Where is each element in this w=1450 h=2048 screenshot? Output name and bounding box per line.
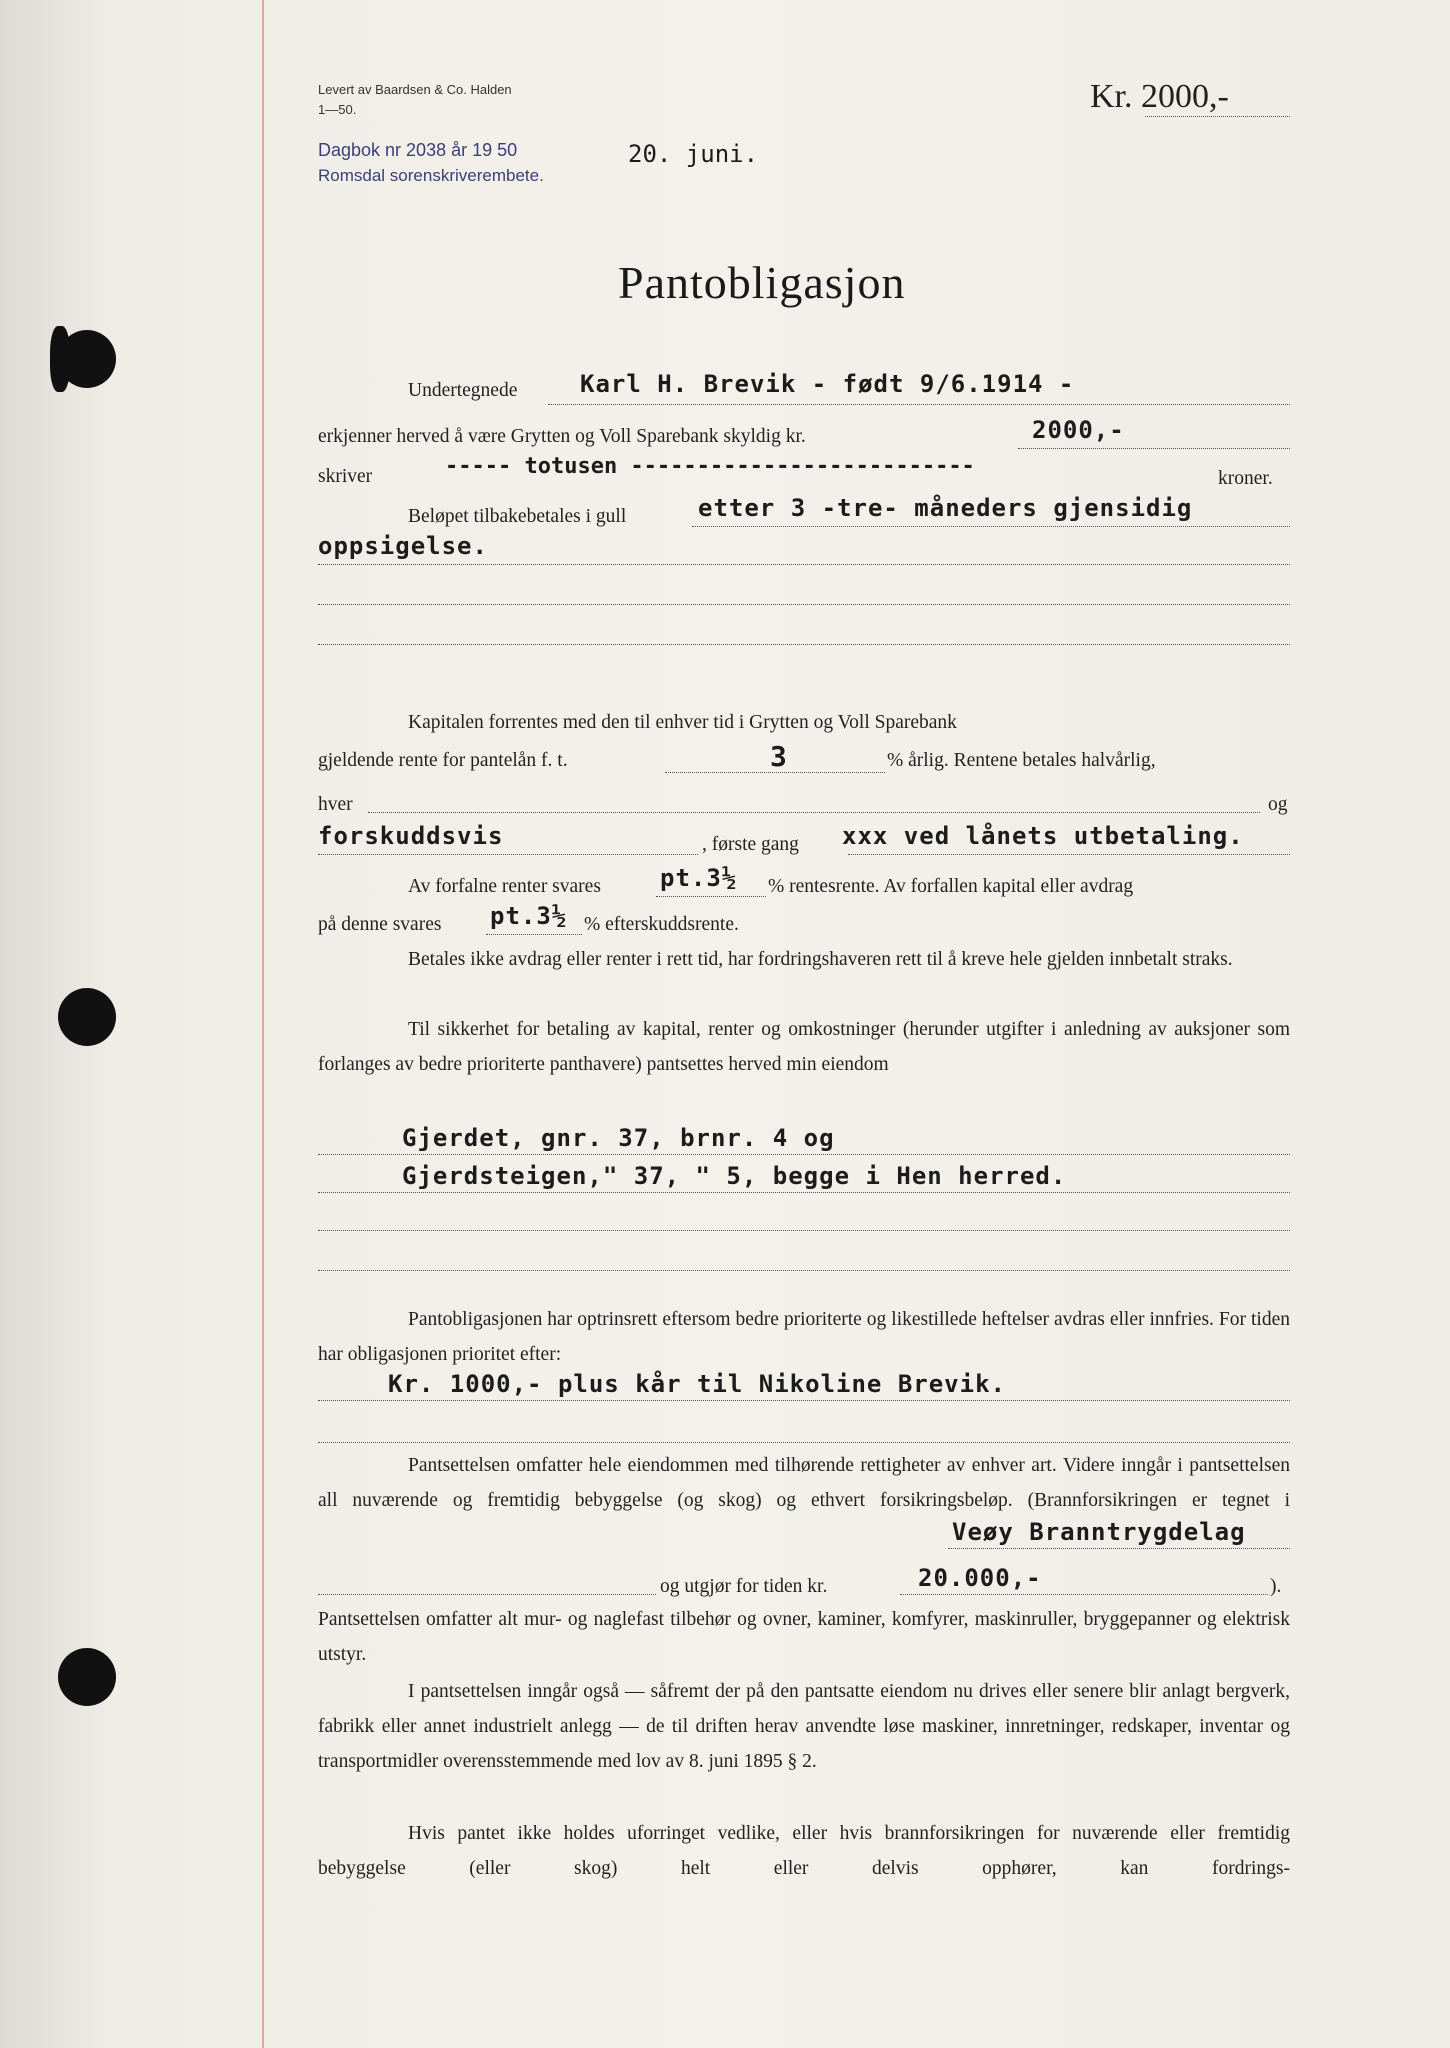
efterskudd-label: % efterskuddsrente. bbox=[584, 914, 739, 935]
property-line-2: Gjerdsteigen," 37, " 5, begge i Hen herred. bbox=[402, 1162, 1067, 1190]
betales-paragraph: Betales ikke avdrag eller renter i rett tid, har fordringshaveren rett til å kreve hele gjelden innbetalt straks. bbox=[408, 949, 1233, 970]
og-label: og bbox=[1268, 794, 1288, 815]
forste-label: , første gang bbox=[702, 834, 799, 855]
amount-digits: 2000,- bbox=[1032, 416, 1125, 444]
entry-date: 20. juni. bbox=[628, 140, 759, 168]
insurer-name: Veøy Branntrygdelag bbox=[952, 1518, 1246, 1546]
property-line-1: Gjerdet, gnr. 37, brnr. 4 og bbox=[402, 1124, 835, 1152]
repayment-terms-cont: oppsigelse. bbox=[318, 532, 488, 560]
interest-rate: 3 bbox=[770, 740, 788, 773]
punch-hole bbox=[58, 330, 116, 388]
forfalne-label: Av forfalne renter svares bbox=[408, 876, 601, 897]
omfatter-paragraph: Pantsettelsen omfatter hele eiendommen med tilhørende rettigheter av enhver art. Videre inngår i pantsettelsen all nuværende og fremtidig bebyggelse (og skog) og ethvert forsikringsbeløp. (Brannforsikringen er tegnet i bbox=[318, 1455, 1290, 1511]
denne-label: på denne svares bbox=[318, 914, 442, 935]
page-title: Pantobligasjon bbox=[618, 257, 906, 308]
punch-hole bbox=[58, 1648, 116, 1706]
amount-words: ----- totusen -------------------------- bbox=[445, 454, 975, 479]
punch-hole bbox=[58, 988, 116, 1046]
repayment-terms: etter 3 -tre- måneders gjensidig bbox=[698, 494, 1193, 522]
skriver-label: skriver bbox=[318, 466, 373, 487]
rentesrente-label: % rentesrente. Av forfallen kapital eller avdrag bbox=[768, 876, 1134, 897]
denne-value: pt.3½ bbox=[490, 902, 568, 930]
belopet-label: Beløpet tilbakebetales i gull bbox=[408, 506, 627, 527]
office-stamp: Romsdal sorenskriverembete. bbox=[318, 166, 544, 185]
utgjor-label: og utgjør for tiden kr. bbox=[660, 1576, 828, 1597]
kapitalen-label: Kapitalen forrentes med den til enhver tid i Grytten og Voll Sparebank bbox=[408, 712, 957, 733]
gjeldende-label: gjeldende rente for pantelån f. t. bbox=[318, 750, 568, 771]
arlig-label: % årlig. Rentene betales halvårlig, bbox=[887, 750, 1156, 771]
forste-value: xxx ved lånets utbetaling. bbox=[842, 822, 1244, 850]
insured-amount: 20.000,- bbox=[918, 1564, 1042, 1592]
kroner-label: kroner. bbox=[1218, 468, 1273, 489]
forfalne-value: pt.3½ bbox=[660, 864, 738, 892]
vedlike-paragraph: Hvis pantet ikke holdes uforringet vedlike, eller hvis brannforsikringen for nuværende eller fremtidig bebyggelse (eller skog) helt eller delvis opphører, kan fordrings- bbox=[318, 1823, 1290, 1879]
forskudd-value: forskuddsvis bbox=[318, 822, 504, 850]
undertegnede-label: Undertegnede bbox=[408, 380, 518, 401]
optrinsrett-paragraph: Pantobligasjonen har optrinsrett eftersom bedre prioriterte og likestillede heftelser avdras eller innfries. For tiden har obligasjonen prioritet efter: bbox=[318, 1309, 1290, 1365]
printer-date: 1—50. bbox=[318, 102, 357, 117]
murfast-paragraph: Pantsettelsen omfatter alt mur- og naglefast tilbehør og ovner, kaminer, komfyrer, maskinruller, bryggepanner og elektrisk utstyr. bbox=[318, 1609, 1290, 1665]
close-paren: ). bbox=[1270, 1576, 1282, 1597]
sikkerhet-paragraph: Til sikkerhet for betaling av kapital, renter og omkostninger (herunder utgifter i anledning av auksjoner som forlanges av bedre prioriterte panthavere) pantsettes herved min eiendom bbox=[318, 1019, 1290, 1075]
dagbok-stamp: Dagbok nr 2038 år 19 50 bbox=[318, 140, 518, 160]
amount-header: Kr. 2000,- bbox=[1090, 78, 1229, 115]
industri-paragraph: I pantsettelsen inngår også — såfremt der på den pantsatte eiendom nu drives eller senere blir anlagt bergverk, fabrikk eller annet industrielt anlegg — de til driften herav anvendte løse maskiner, innretninger, redskaper, inventar og transportmidler overensstemmende med lov av 8. juni 1895 § 2. bbox=[318, 1681, 1290, 1772]
printer-credit: Levert av Baardsen & Co. Halden bbox=[318, 82, 512, 97]
prior-encumbrance: Kr. 1000,- plus kår til Nikoline Brevik. bbox=[388, 1370, 1006, 1398]
margin-rule bbox=[262, 0, 264, 2048]
erkjenner-text: erkjenner herved å være Grytten og Voll Sparebank skyldig kr. bbox=[318, 426, 806, 447]
hver-label: hver bbox=[318, 794, 353, 815]
debtor-name: Karl H. Brevik - født 9/6.1914 - bbox=[580, 370, 1075, 398]
